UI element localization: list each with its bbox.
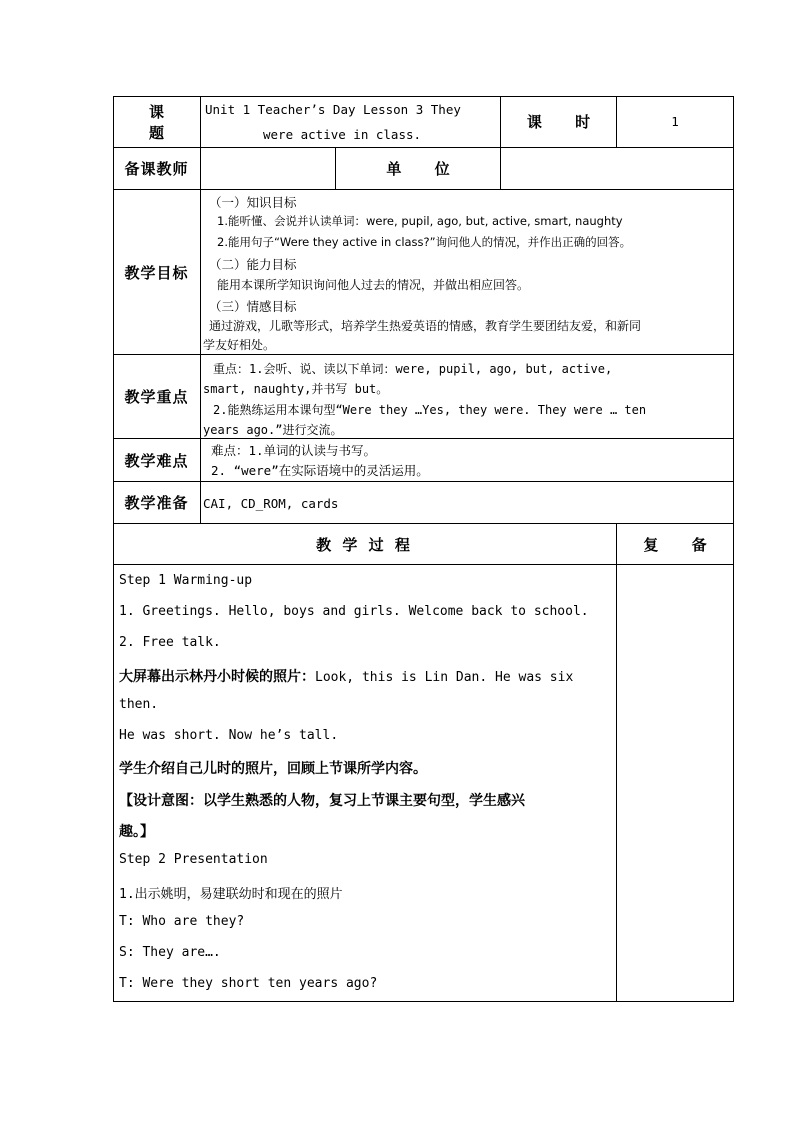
process-line-1: Step 1 Warming-up (119, 573, 253, 588)
period-label-cell (501, 96, 617, 148)
difficulties-line2: 2. “were”在实际语境中的灵活运用。 (211, 463, 429, 478)
process-line-14: T: Were they short ten years ago? (119, 976, 378, 991)
ability-item: 能用本课所学知识询问他人过去的情况，并做出相应回答。 (217, 278, 530, 292)
unit-label-cell (336, 148, 501, 190)
design-intent-line1: 【设计意图：以学生熟悉的人物，复习上节课主要句型，学生感兴 (119, 793, 525, 809)
period-value-cell (617, 96, 734, 148)
topic-value-line2: were active in class. (263, 127, 422, 142)
key-points-label: 教学重点 (124, 388, 189, 406)
key-points-label-cell (113, 355, 201, 439)
difficulties-content-cell (201, 439, 734, 482)
period-value: 1 (671, 114, 679, 129)
review-content-cell (617, 565, 734, 1002)
objectives-label-cell (113, 190, 201, 355)
design-intent-line2: 趣。】 (119, 824, 154, 840)
topic-value-cell (201, 96, 501, 148)
emotion-heading: （三）情感目标 (209, 299, 297, 314)
teacher-value-cell (201, 148, 336, 190)
process-line-4-cn: 大屏幕出示林丹小时候的照片： (119, 669, 315, 685)
process-content-cell (113, 565, 617, 1002)
key-points-line2: smart, naughty,并书写 but。 (203, 382, 389, 396)
ability-heading: （二）能力目标 (209, 257, 297, 272)
period-label: 课 时 (526, 113, 605, 131)
process-line-7: 学生介绍自己儿时的照片，回顾上节课所学内容。 (119, 761, 427, 777)
preparation-label-cell (113, 482, 201, 524)
difficulties-label-cell (113, 439, 201, 482)
preparation-label: 教学准备 (124, 494, 189, 512)
key-points-line4: years ago.”进行交流。 (203, 423, 343, 437)
process-line-6: He was short. Now he’s tall. (119, 728, 339, 743)
objectives-label: 教学目标 (124, 263, 189, 282)
process-line-10: Step 2 Presentation (119, 852, 268, 867)
knowledge-item-2: 2.能用句子“Were they active in class?”询问他人的情况，并作出正确的回答。 (217, 235, 632, 249)
process-line-3: 2. Free talk. (119, 635, 221, 650)
difficulties-label: 教学难点 (124, 451, 189, 470)
process-line-4 (119, 666, 573, 686)
process-header-cell (113, 524, 617, 565)
process-header: 教 学 过 程 (316, 535, 413, 554)
key-points-line3: 2.能熟练运用本课句型“Were they …Yes, they were. They were … ten (213, 403, 647, 417)
emotion-item-line1: 通过游戏，儿歌等形式，培养学生热爱英语的情感，教育学生要团结友爱，和新同 (209, 319, 642, 333)
knowledge-item-1: 1.能听懂、会说并认读单词：were, pupil, ago, but, active, smart, naughty (217, 214, 623, 228)
process-line-5: then. (119, 697, 159, 712)
process-line-12: T: Who are they? (119, 914, 245, 929)
process-line-4-en: Look, this is Lin Dan. He was six (315, 670, 574, 685)
teacher-label-cell (113, 148, 201, 190)
review-header: 复 备 (643, 535, 721, 554)
objectives-content-cell (201, 190, 734, 355)
process-line-2: 1. Greetings. Hello, boys and girls. Welcome back to school. (119, 604, 589, 619)
review-header-cell (617, 524, 734, 565)
key-points-content-cell (201, 355, 734, 439)
lesson-plan-table (113, 96, 734, 1002)
preparation-value: CAI, CD_ROM, cards (203, 496, 339, 511)
key-points-line1: 重点：1.会听、说、读以下单词：were, pupil, ago, but, active, (213, 362, 613, 376)
difficulties-line1: 难点：1.单词的认读与书写。 (211, 443, 377, 458)
unit-value-cell (501, 148, 734, 190)
topic-label: 课 题 (148, 102, 178, 142)
preparation-content-cell (201, 482, 734, 524)
process-line-11: 1.出示姚明，易建联幼时和现在的照片 (119, 887, 343, 902)
unit-label: 单 位 (386, 160, 464, 178)
topic-value-line1: Unit 1 Teacher’s Day Lesson 3 They (205, 102, 461, 117)
emotion-item-line2: 学友好相处。 (203, 338, 276, 352)
process-line-13: S: They are…. (119, 945, 221, 960)
knowledge-heading: （一）知识目标 (209, 195, 297, 210)
topic-label-cell (113, 96, 201, 148)
teacher-label: 备课教师 (124, 160, 189, 178)
